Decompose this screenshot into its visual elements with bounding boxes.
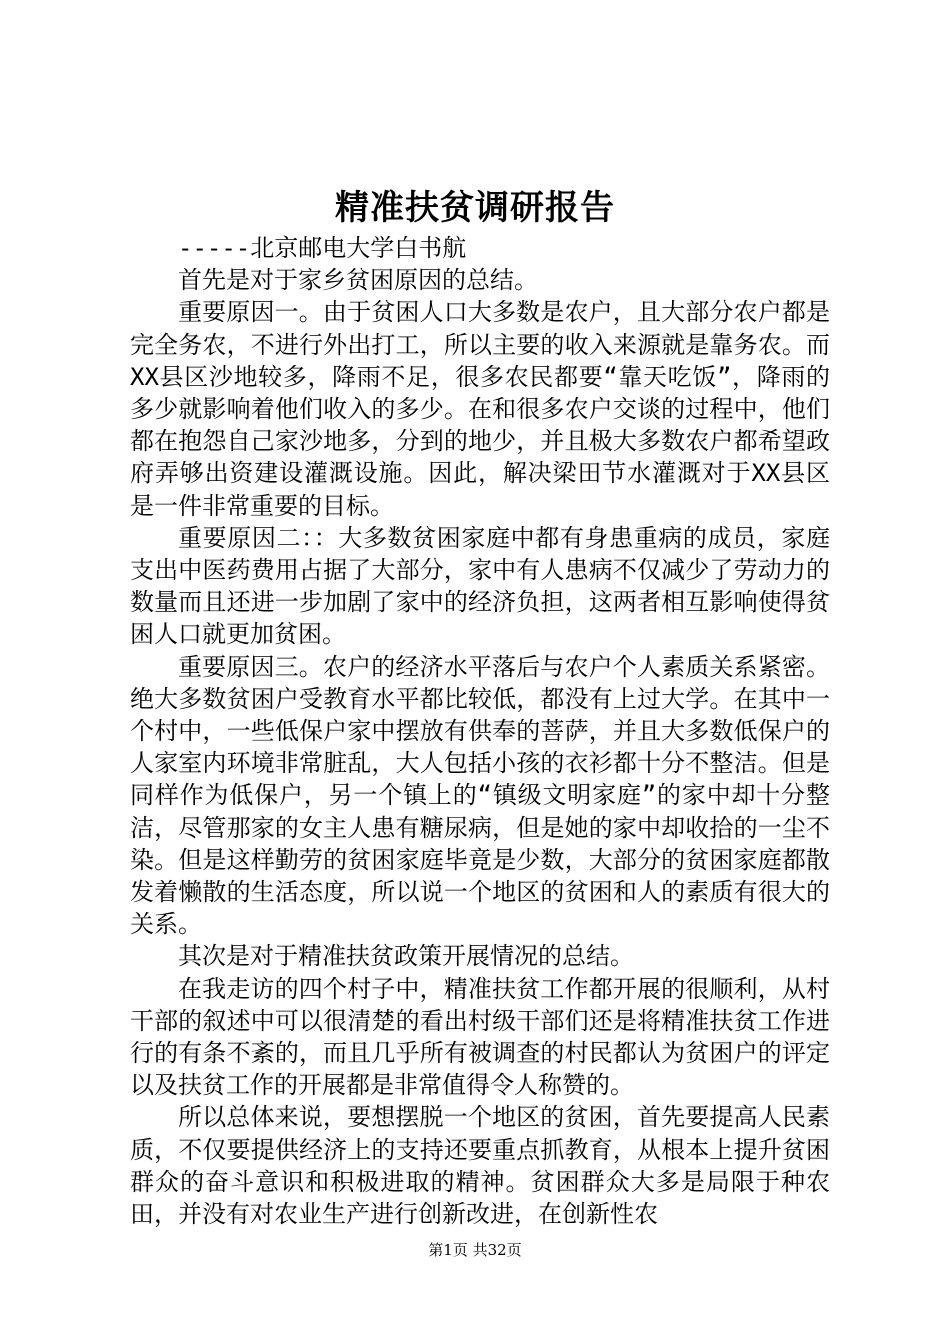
paragraph: 重要原因二：：大多数贫困家庭中都有身患重病的成员，家庭支出中医药费用占据了大部分，家中有人患病不仅减少了劳动力的数量而且还进一步加剧了家中的经济负担，这两者相互影响使得贫困人口就更加贫困。 bbox=[130, 523, 830, 649]
document-title: 精准扶贫调研报告 bbox=[335, 188, 615, 228]
author-line: -----北京邮电大学白书航 bbox=[178, 234, 467, 262]
paragraph: 重要原因一。由于贫困人口大多数是农户，且大部分农户都是完全务农，不进行外出打工，所以主要的收入来源就是靠务农。而XX县区沙地较多，降雨不足，很多农民都要“靠天吃饭”，降雨的多少就影响着他们收入的多少。在和很多农户交谈的过程中，他们都在抱怨自己家沙地多，分到的地少，并且极大多数农户都希望政府弄够出资建设灌溉设施。因此，解决梁田节水灌溉对于XX县区是一件非常重要的目标。 bbox=[130, 298, 830, 520]
paragraph: 所以总体来说，要想摆脱一个地区的贫困，首先要提高人民素质，不仅要提供经济上的支持还要重点抓教育，从根本上提升贫困群众的奋斗意识和积极进取的精神。贫困群众大多是局限于种农田，并没有对农业生产进行创新改进，在创新性农 bbox=[130, 1103, 830, 1229]
document-body bbox=[130, 232, 830, 1230]
paragraph: 首先是对于家乡贫困原因的总结。 bbox=[178, 266, 538, 295]
paragraph: 在我走访的四个村子中，精准扶贫工作都开展的很顺利，从村干部的叙述中可以很清楚的看出村级干部们还是将精准扶贫工作进行的有条不紊的，而且几乎所有被调查的村民都认为贫困户的评定以及扶贫工作的开展都是非常值得令人称赞的。 bbox=[130, 974, 830, 1100]
paragraph: 重要原因三。农户的经济水平落后与农户个人素质关系紧密。绝大多数贫困户受教育水平都比较低，都没有上过大学。在其中一个村中，一些低保户家中摆放有供奉的菩萨，并且大多数低保户的人家室内环境非常脏乱，大人包括小孩的衣衫都十分不整洁。但是同样作为低保户，另一个镇上的“镇级文明家庭”的家中却十分整洁，尽管那家的女主人患有糖尿病，但是她的家中却收拾的一尘不染。但是这样勤劳的贫困家庭毕竟是少数，大部分的贫困家庭都散发着懒散的生活态度，所以说一个地区的贫困和人的素质有很大的关系。 bbox=[130, 652, 830, 939]
paragraph: 其次是对于精准扶贫政策开展情况的总结。 bbox=[178, 942, 634, 971]
page-number-footer: 第1页 共32页 bbox=[428, 1241, 522, 1259]
